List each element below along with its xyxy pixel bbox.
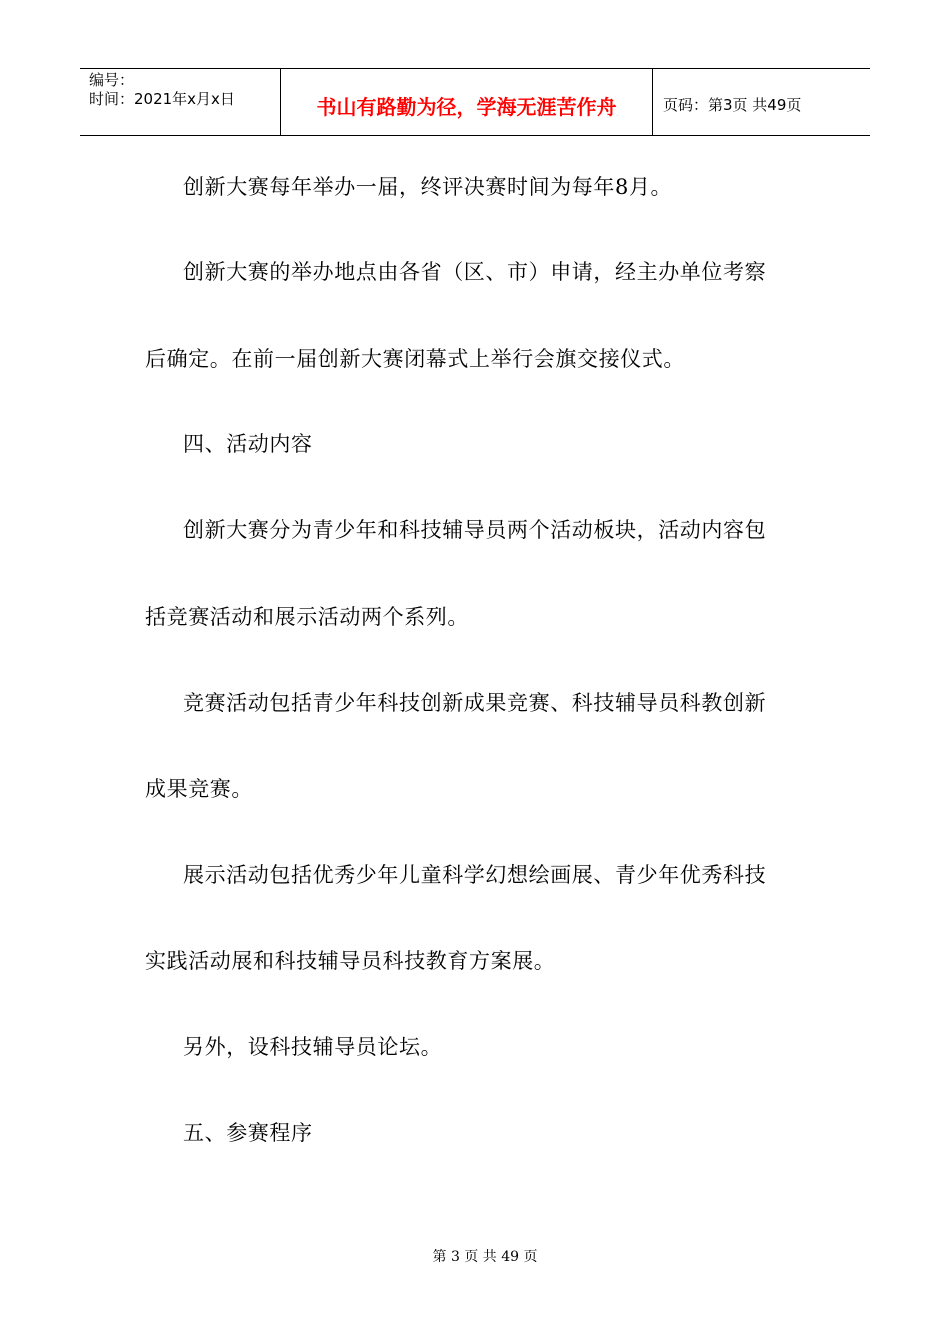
paragraph-line: 创新大赛每年举办一届，终评决赛时间为每年8月。	[183, 175, 673, 199]
paragraph-line: 括竞赛活动和展示活动两个系列。	[145, 605, 469, 629]
paragraph-line: 另外，设科技辅导员论坛。	[183, 1035, 443, 1059]
paragraph-line: 创新大赛的举办地点由各省（区、市）申请，经主办单位考察	[183, 260, 767, 284]
page-footer: 第 3 页 共 49 页	[432, 1249, 538, 1265]
section-heading: 四、活动内容	[183, 432, 313, 456]
paragraph-line: 成果竞赛。	[145, 777, 253, 801]
paragraph-line: 后确定。在前一届创新大赛闭幕式上举行会旗交接仪式。	[145, 347, 685, 371]
section-heading: 五、参赛程序	[183, 1121, 313, 1145]
paragraph-line: 竞赛活动包括青少年科技创新成果竞赛、科技辅导员科教创新	[183, 691, 767, 715]
header-meta	[80, 69, 281, 135]
header-motto: 书山有路勤为径，学海无涯苦作舟	[281, 69, 653, 135]
header-date-label: 时间：2021年x月x日	[89, 90, 235, 108]
page-header	[80, 68, 870, 136]
paragraph-line: 创新大赛分为青少年和科技辅导员两个活动板块，活动内容包	[183, 518, 767, 542]
header-page-info: 页码：第3页 共49页	[663, 95, 802, 114]
paragraph-line: 实践活动展和科技辅导员科技教育方案展。	[145, 949, 556, 973]
header-number-label: 编号：	[89, 71, 135, 89]
paragraph-line: 展示活动包括优秀少年儿童科学幻想绘画展、青少年优秀科技	[183, 863, 767, 887]
